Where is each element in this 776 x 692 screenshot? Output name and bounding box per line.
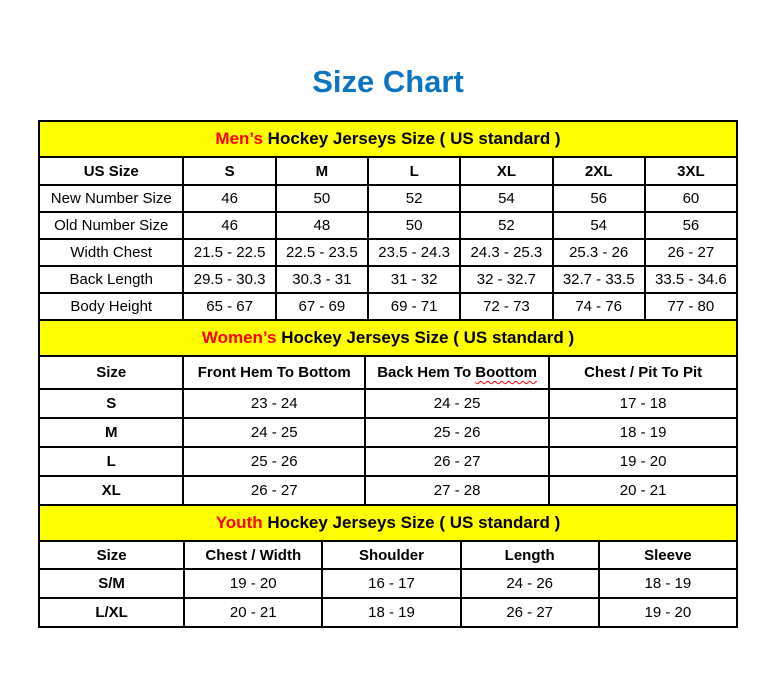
cell: 65 - 67 (183, 293, 275, 320)
mens-col-header: L (368, 157, 460, 185)
row-label: Old Number Size (39, 212, 183, 239)
youth-col-header: Length (461, 541, 599, 569)
cell: 25 - 26 (365, 418, 549, 447)
cell: 67 - 69 (276, 293, 368, 320)
tables-container (38, 120, 738, 628)
row-label: L/XL (39, 598, 184, 627)
cell: 33.5 - 34.6 (645, 266, 737, 293)
cell: 24 - 25 (365, 389, 549, 418)
cell: 50 (276, 185, 368, 212)
mens-col-header: 2XL (553, 157, 645, 185)
womens-col-header-back-hem (365, 356, 549, 389)
row-label: M (39, 418, 183, 447)
cell: 48 (276, 212, 368, 239)
mens-heading (39, 121, 737, 157)
row-label: Back Length (39, 266, 183, 293)
row-label: New Number Size (39, 185, 183, 212)
cell: 32.7 - 33.5 (553, 266, 645, 293)
cell: 31 - 32 (368, 266, 460, 293)
mens-col-header: 3XL (645, 157, 737, 185)
cell: 21.5 - 22.5 (183, 239, 275, 266)
cell: 56 (645, 212, 737, 239)
mens-heading-rest: Hockey Jerseys Size ( US standard ) (262, 129, 561, 148)
table-row (39, 569, 737, 598)
youth-col-header: Size (39, 541, 184, 569)
womens-heading-highlight: Women’s (201, 328, 277, 347)
cell: 18 - 19 (549, 418, 737, 447)
youth-col-header: Sleeve (599, 541, 737, 569)
cell: 54 (460, 185, 552, 212)
womens-col-header: Front Hem To Bottom (183, 356, 364, 389)
table-row (39, 293, 737, 320)
cell: 24.3 - 25.3 (460, 239, 552, 266)
mens-size-table (38, 120, 738, 321)
mens-heading-band (39, 121, 737, 157)
cell: 69 - 71 (368, 293, 460, 320)
youth-col-header: Shoulder (322, 541, 460, 569)
cell: 74 - 76 (553, 293, 645, 320)
cell: 27 - 28 (365, 476, 549, 505)
cell: 19 - 20 (599, 598, 737, 627)
cell: 23.5 - 24.3 (368, 239, 460, 266)
table-row (39, 389, 737, 418)
cell: 77 - 80 (645, 293, 737, 320)
mens-col-header: S (183, 157, 275, 185)
table-row (39, 447, 737, 476)
womens-header-row (39, 356, 737, 389)
cell: 54 (553, 212, 645, 239)
youth-col-header: Chest / Width (184, 541, 322, 569)
cell: 16 - 17 (322, 569, 460, 598)
cell: 24 - 26 (461, 569, 599, 598)
cell: 24 - 25 (183, 418, 364, 447)
mens-col-header: XL (460, 157, 552, 185)
cell: 18 - 19 (599, 569, 737, 598)
mens-header-row (39, 157, 737, 185)
womens-col-header: Size (39, 356, 183, 389)
table-row (39, 266, 737, 293)
cell: 17 - 18 (549, 389, 737, 418)
cell: 46 (183, 212, 275, 239)
row-label: S (39, 389, 183, 418)
cell: 23 - 24 (183, 389, 364, 418)
table-row (39, 185, 737, 212)
womens-col-header: Chest / Pit To Pit (549, 356, 737, 389)
row-label: S/M (39, 569, 184, 598)
cell: 19 - 20 (549, 447, 737, 476)
cell: 60 (645, 185, 737, 212)
cell: 19 - 20 (184, 569, 322, 598)
cell: 50 (368, 212, 460, 239)
cell: 56 (553, 185, 645, 212)
cell: 46 (183, 185, 275, 212)
row-label: Body Height (39, 293, 183, 320)
mens-col-header: US Size (39, 157, 183, 185)
youth-heading-highlight: Youth (215, 513, 263, 532)
back-hem-prefix: Back Hem To (377, 364, 476, 381)
cell: 26 - 27 (645, 239, 737, 266)
cell: 18 - 19 (322, 598, 460, 627)
table-row (39, 476, 737, 505)
page-title: Size Chart (312, 64, 464, 99)
cell: 20 - 21 (549, 476, 737, 505)
row-label: L (39, 447, 183, 476)
row-label: Width Chest (39, 239, 183, 266)
cell: 30.3 - 31 (276, 266, 368, 293)
table-row (39, 212, 737, 239)
cell: 26 - 27 (461, 598, 599, 627)
youth-heading-band (39, 505, 737, 541)
row-label: XL (39, 476, 183, 505)
youth-heading-rest: Hockey Jerseys Size ( US standard ) (262, 513, 561, 532)
youth-heading (39, 505, 737, 541)
youth-header-row (39, 541, 737, 569)
cell: 20 - 21 (184, 598, 322, 627)
womens-heading-band (39, 320, 737, 356)
table-row (39, 418, 737, 447)
womens-heading (39, 320, 737, 356)
youth-size-table (38, 504, 738, 628)
cell: 26 - 27 (365, 447, 549, 476)
table-row (39, 239, 737, 266)
cell: 25 - 26 (183, 447, 364, 476)
cell: 29.5 - 30.3 (183, 266, 275, 293)
mens-col-header: M (276, 157, 368, 185)
back-hem-misspelled-word: Boottom (475, 364, 537, 381)
cell: 26 - 27 (183, 476, 364, 505)
cell: 25.3 - 26 (553, 239, 645, 266)
cell: 72 - 73 (460, 293, 552, 320)
womens-heading-rest: Hockey Jerseys Size ( US standard ) (276, 328, 575, 347)
cell: 22.5 - 23.5 (276, 239, 368, 266)
mens-heading-highlight: Men’s (215, 129, 263, 148)
table-row (39, 598, 737, 627)
womens-size-table (38, 319, 738, 506)
cell: 32 - 32.7 (460, 266, 552, 293)
cell: 52 (368, 185, 460, 212)
cell: 52 (460, 212, 552, 239)
